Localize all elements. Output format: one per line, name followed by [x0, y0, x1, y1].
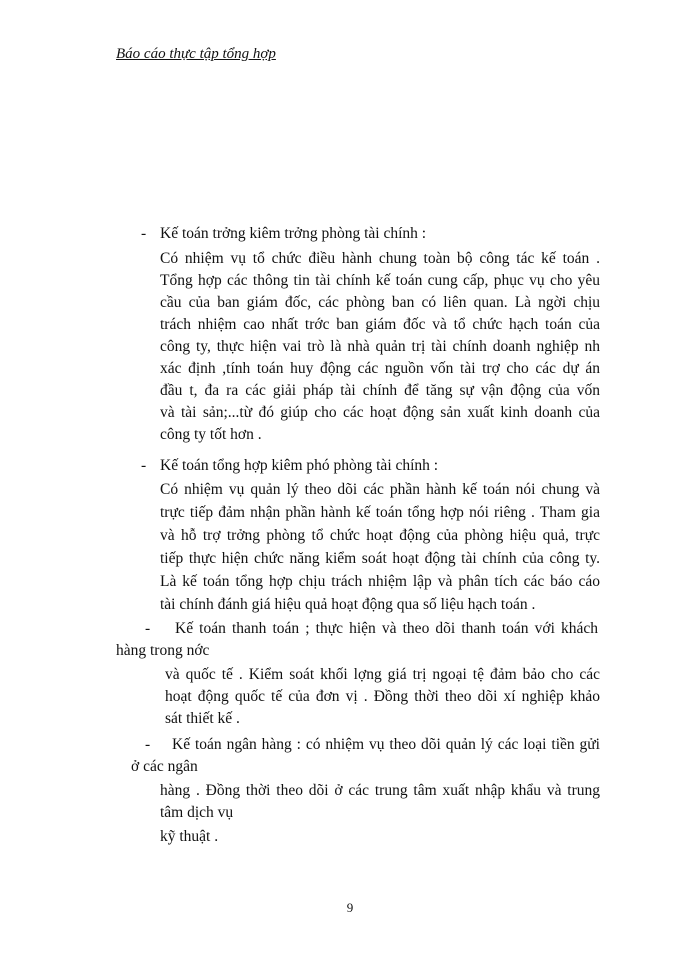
page-header-title: Báo cáo thực tập tổng hợp: [116, 46, 276, 62]
paragraph-line: công ty, thực hiện vai trò là nhà quản trị tài chính doanh nghiệp nh: [160, 338, 600, 355]
paragraph-line: kỹ thuật .: [160, 828, 219, 845]
paragraph-line: xác định ,tính toán huy động các nguồn vốn tài trợ cho các dự án: [160, 360, 600, 377]
paragraph-line: hoạt động quốc tế của đơn vị . Đồng thời theo dõi xí nghiệp khảo: [165, 688, 600, 705]
paragraph-line: cầu của ban giám đốc, các phòng ban có liên quan. Là ngời chịu: [160, 294, 600, 311]
bullet-dash: -: [145, 736, 151, 753]
section-heading-general-accountant: Kế toán tổng hợp kiêm phó phòng tài chính :: [160, 457, 439, 474]
bullet-dash: -: [141, 457, 147, 474]
section-heading-payment-accountant: Kế toán thanh toán ; thực hiện và theo dõi thanh toán với khách: [175, 620, 598, 637]
paragraph-line: và quốc tế . Kiểm soát khối lợng giá trị ngoại tệ đảm bảo cho các: [165, 666, 600, 683]
paragraph-line: ở các ngân: [131, 758, 198, 775]
paragraph-line: đầu t, đa ra các giải pháp tài chính để tăng sự vận động của vốn: [160, 382, 600, 399]
paragraph-line: công ty tốt hơn .: [160, 426, 262, 443]
page-number: 9: [346, 900, 354, 915]
paragraph-line: hàng trong nớc: [116, 642, 210, 659]
paragraph-line: tài chính đánh giá hiệu quả hoạt động qua số liệu hạch toán .: [160, 596, 536, 613]
paragraph-line: tiếp thực hiện chức năng kiểm soát hoạt động tài chính của công ty.: [160, 550, 600, 567]
paragraph-line: trực tiếp đảm nhận phần hành kế toán tổng hợp nói riêng . Tham gia: [160, 504, 600, 521]
paragraph-line: và hỗ trợ trởng phòng tổ chức hoạt động của phòng hiệu quả, trực: [160, 527, 600, 544]
paragraph-line: trách nhiệm cao nhất trớc ban giám đốc và tổ chức hạch toán của: [160, 316, 600, 333]
paragraph-line: Tổng hợp các thông tin tài chính kế toán cung cấp, phục vụ cho yêu: [160, 272, 600, 289]
paragraph-line: tâm dịch vụ: [160, 804, 234, 821]
paragraph-line: và tài sản;...từ đó giúp cho các hoạt động sản xuất kinh doanh của: [160, 404, 600, 421]
bullet-dash: -: [141, 225, 147, 242]
paragraph-line: hàng . Đồng thời theo dõi ở các trung tâm xuất nhập khẩu và trung: [160, 782, 600, 799]
section-heading-bank-accountant: Kế toán ngân hàng : có nhiệm vụ theo dõi quản lý các loại tiền gửi: [172, 736, 600, 753]
paragraph-line: Có nhiệm vụ tổ chức điều hành chung toàn bộ công tác kế toán .: [160, 250, 600, 267]
paragraph-line: Là kế toán tổng hợp chịu trách nhiệm lập và phân tích các báo cáo: [160, 573, 600, 590]
bullet-dash: -: [145, 620, 151, 637]
paragraph-line: Có nhiệm vụ quản lý theo dõi các phần hành kế toán nói chung và: [160, 481, 600, 498]
section-heading-chief-accountant: Kế toán trởng kiêm trởng phòng tài chính :: [160, 225, 427, 242]
paragraph-line: sát thiết kế .: [165, 710, 240, 727]
